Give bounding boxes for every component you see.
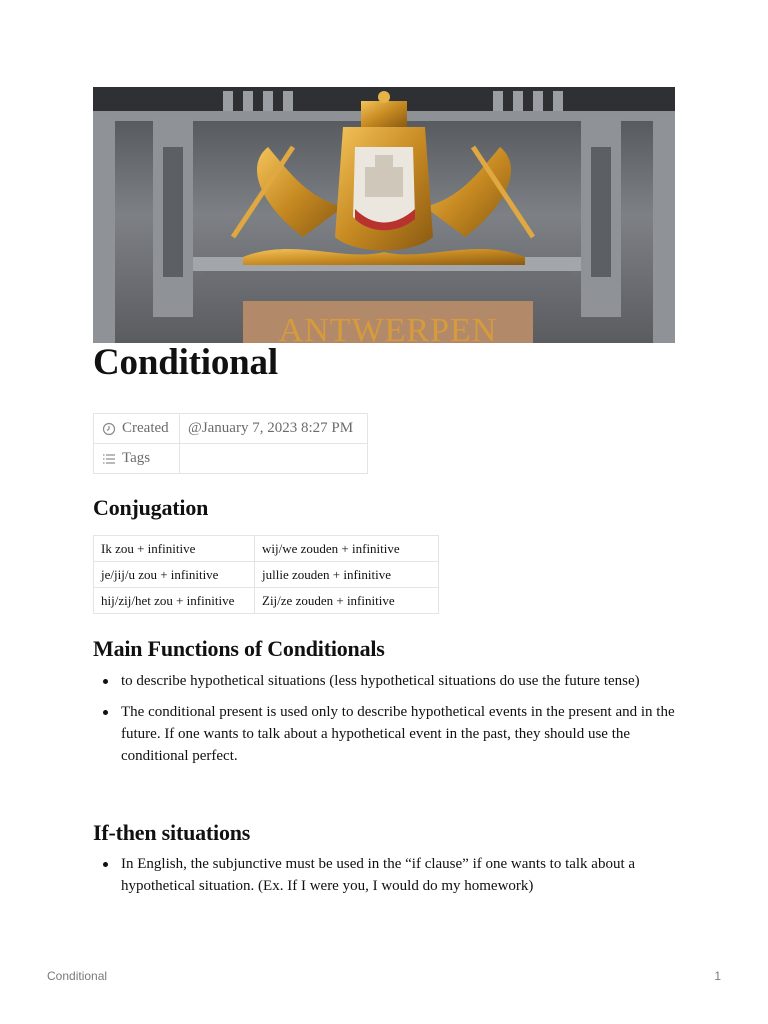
- cover-sign-text: ANTWERPEN: [278, 312, 498, 343]
- list-item: [93, 701, 675, 767]
- list-item-text: to describe hypothetical situations (less hypothetical situations do use the future tense): [121, 673, 640, 689]
- property-row-created[interactable]: [94, 414, 368, 444]
- clock-icon: [102, 422, 118, 436]
- list-icon: [102, 452, 118, 466]
- properties-table: [93, 413, 368, 474]
- section-heading-main-functions: Main Functions of Conditionals: [93, 636, 385, 661]
- table-row: [94, 588, 439, 614]
- property-label: Created: [122, 420, 169, 436]
- table-cell: hij/zij/het zou + infinitive: [94, 588, 255, 614]
- property-row-tags[interactable]: [94, 444, 368, 474]
- list-item: [93, 853, 675, 897]
- property-value: @January 7, 2023 8:27 PM: [188, 420, 354, 436]
- bullet-icon: [103, 679, 108, 684]
- footer-title: Conditional: [47, 969, 108, 983]
- table-cell: jullie zouden + infinitive: [255, 562, 439, 588]
- main-functions-list: [93, 670, 675, 776]
- bullet-icon: [103, 710, 108, 715]
- bullet-icon: [103, 862, 108, 867]
- list-item-text: The conditional present is used only to describe hypothetical events in the present and in the future. If one wants to talk about a hypothetical event in the past, they should use the conditional perfect.: [121, 704, 675, 764]
- list-item-text: In English, the subjunctive must be used in the “if clause” if one wants to talk about a hypothetical situation. (Ex. If I were you, I would do my homework): [121, 856, 636, 894]
- section-heading-if-then: If-then situations: [93, 820, 251, 845]
- if-then-list: [93, 853, 675, 906]
- section-heading-conjugation: Conjugation: [93, 495, 209, 520]
- table-cell: Zij/ze zouden + infinitive: [255, 588, 439, 614]
- list-item: [93, 670, 675, 692]
- property-label: Tags: [122, 450, 151, 466]
- page-title: Conditional: [93, 342, 278, 383]
- table-cell: je/jij/u zou + infinitive: [94, 562, 255, 588]
- table-row: [94, 562, 439, 588]
- cover-image: [93, 87, 675, 343]
- table-cell: Ik zou + infinitive: [94, 536, 255, 562]
- conjugation-table: [93, 535, 439, 614]
- page-number: 1: [714, 969, 721, 983]
- table-cell: wij/we zouden + infinitive: [255, 536, 439, 562]
- table-row: [94, 536, 439, 562]
